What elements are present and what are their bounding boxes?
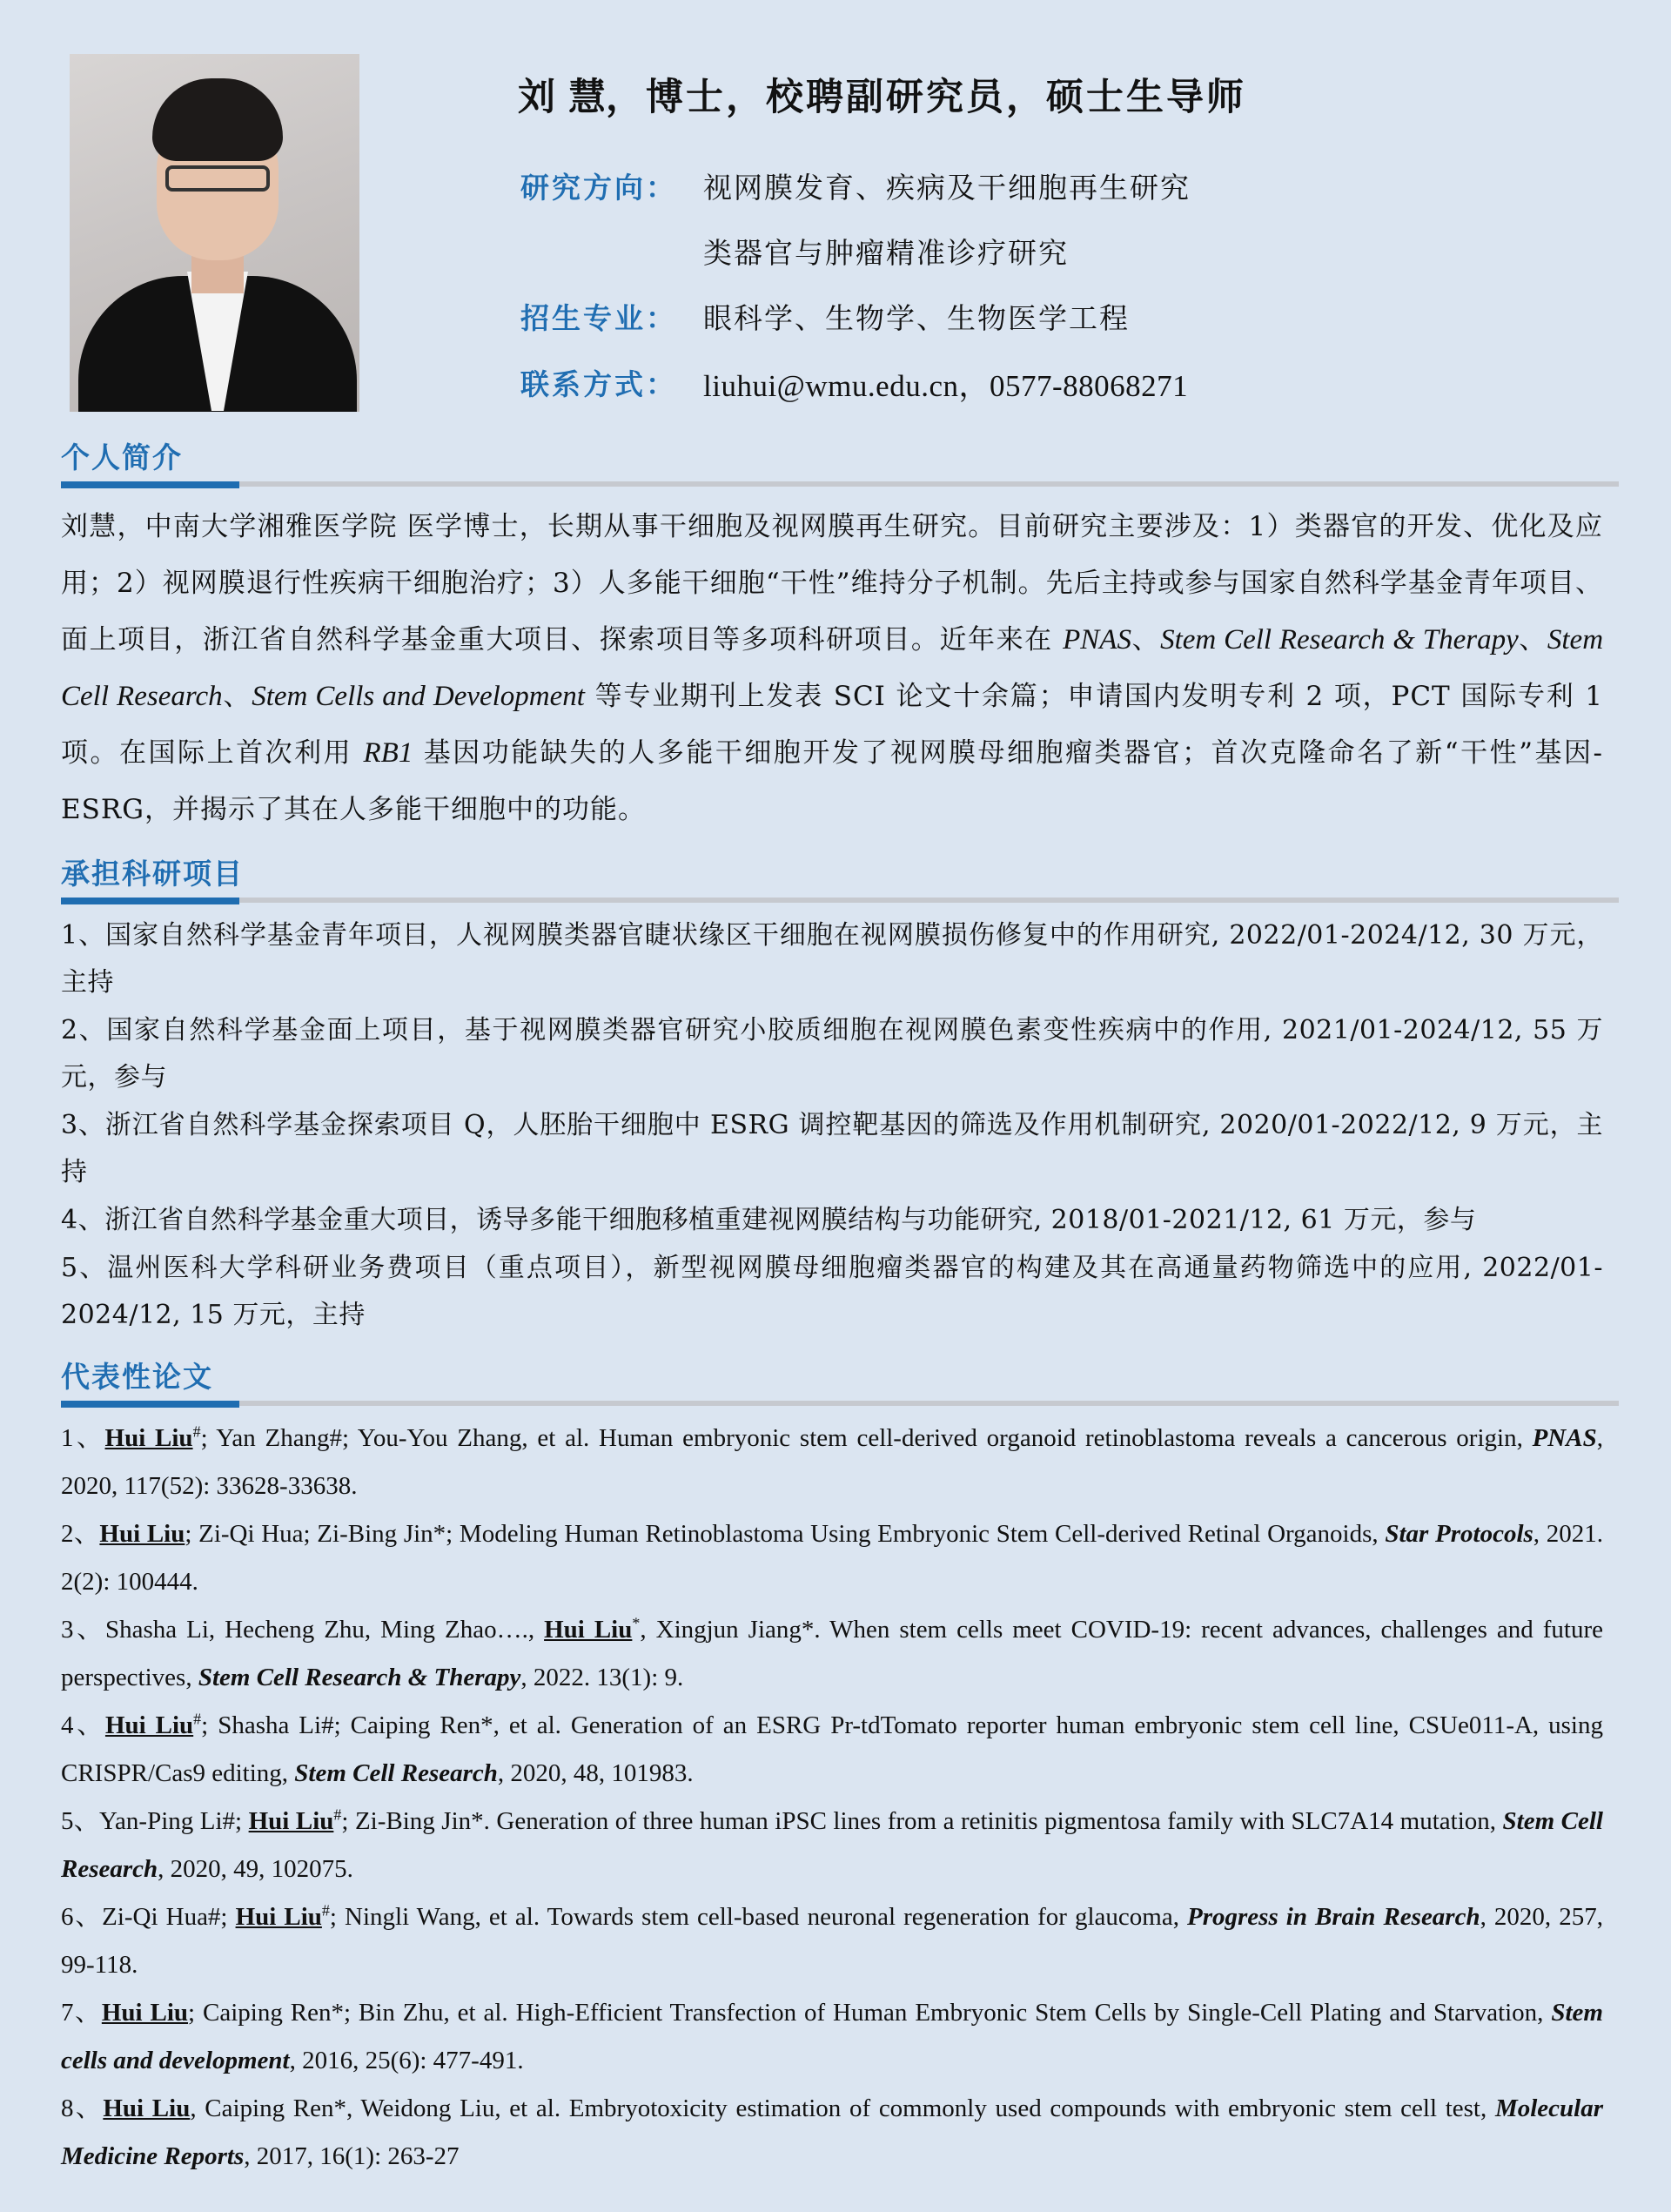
profile-title-rest: ，博士，校聘副研究员，硕士生导师 bbox=[605, 76, 1246, 119]
section-rule-projects bbox=[61, 898, 1619, 903]
bio-text-2: 等专业期刊上发表 SCI 论文十余篇；申请国内发明专利 2 项，PCT 国际专利 1 项。在国际上首次利用 bbox=[61, 681, 1603, 769]
research-label: 研究方向： bbox=[520, 171, 677, 205]
profile-title bbox=[518, 68, 1649, 121]
paper-item: 7、Hui Liu; Caiping Ren*; Bin Zhu, et al. High-Efficient Transfection of Human Embryonic Stem Cells by Single-Cell Plating and Starvation, Stem cells and development, 2016, 25(6): 477-491. bbox=[61, 1999, 1603, 2074]
bio-sep-1: 、 bbox=[1131, 624, 1161, 656]
project-item: 4、浙江省自然科学基金重大项目，诱导多能干细胞移植重建视网膜结构与功能研究, 2018/01-2021/12, 61 万元，参与 bbox=[61, 1205, 1477, 1235]
section-heading-papers: 代表性论文 bbox=[61, 1360, 213, 1394]
bio-paragraph bbox=[61, 499, 1603, 838]
journal-scd: Stem Cells and Development bbox=[252, 681, 585, 712]
major-value: 眼科学、生物学、生物医学工程 bbox=[703, 301, 1130, 335]
journal-scrt: Stem Cell Research & Therapy bbox=[1160, 624, 1519, 656]
paper-item: 1、Hui Liu#; Yan Zhang#; You-You Zhang, et al. Human embryonic stem cell-derived organoid retinoblastoma reveals a cancerous origin, PNAS, 2020, 117(52): 33628-33638. bbox=[61, 1422, 1603, 1500]
paper-item: 3、Shasha Li, Hecheng Zhu, Ming Zhao…., Hui Liu*, Xingjun Jiang*. When stem cells meet COVID-19: recent advances, challenges and future perspectives, Stem Cell Research & Therapy, 2022. 13(1): 9. bbox=[61, 1614, 1603, 1691]
profile-name: 刘 慧 bbox=[518, 76, 606, 119]
section-heading-projects: 承担科研项目 bbox=[61, 857, 244, 891]
major-label: 招生专业： bbox=[520, 301, 677, 335]
contact-value: liuhui@wmu.edu.cn，0577-88068271 bbox=[703, 369, 1189, 403]
paper-item: 8、Hui Liu, Caiping Ren*, Weidong Liu, et al. Embryotoxicity estimation of commonly used compounds with embryonic stem cell test, Molecular Medicine Reports, 2017, 16(1): 263-27 bbox=[61, 2094, 1603, 2170]
section-rule-bio bbox=[61, 481, 1619, 487]
section-heading-bio: 个人简介 bbox=[61, 440, 183, 474]
project-item: 3、浙江省自然科学基金探索项目 Q，人胚胎干细胞中 ESRG 调控靶基因的筛选及作用机制研究, 2020/01-2022/12, 9 万元，主持 bbox=[61, 1110, 1603, 1187]
portrait-photo bbox=[70, 54, 359, 412]
project-item: 2、国家自然科学基金面上项目，基于视网膜类器官研究小胶质细胞在视网膜色素变性疾病中的作用, 2021/01-2024/12, 55 万元，参与 bbox=[61, 1015, 1603, 1093]
research-direction-1: 视网膜发育、疾病及干细胞再生研究 bbox=[703, 171, 1191, 205]
bio-sep-3: 、 bbox=[222, 681, 252, 712]
paper-item: 4、Hui Liu#; Shasha Li#; Caiping Ren*, et al. Generation of an ESRG Pr-tdTomato reporter human embryonic stem cell line, CSUe011-A, using CRISPR/Cas9 editing, Stem Cell Research, 2020, 48, 101983. bbox=[61, 1710, 1603, 1787]
paper-item: 5、Yan-Ping Li#; Hui Liu#; Zi-Bing Jin*. Generation of three human iPSC lines from a retinitis pigmentosa family with SLC7A14 mutation, Stem Cell Research, 2020, 49, 102075. bbox=[61, 1805, 1603, 1883]
research-direction-2: 类器官与肿瘤精准诊疗研究 bbox=[703, 236, 1069, 270]
bio-text-3: 基因功能缺失的人多能干细胞开发了视网膜母细胞瘤类器官；首次克隆命名了新“干性”基因-ESRG，并揭示了其在人多能干细胞中的功能。 bbox=[61, 737, 1603, 825]
paper-item: 2、Hui Liu; Zi-Qi Hua; Zi-Bing Jin*; Modeling Human Retinoblastoma Using Embryonic Stem Cell-derived Retinal Organoids, Star Protocols, 2021. 2(2): 100444. bbox=[61, 1520, 1603, 1596]
profile-header bbox=[518, 52, 1649, 121]
bio-sep-2: 、 bbox=[1518, 624, 1547, 656]
journal-scr: Stem Cell Research bbox=[61, 624, 1604, 712]
project-item: 1、国家自然科学基金青年项目，人视网膜类器官睫状缘区干细胞在视网膜损伤修复中的作用研究, 2022/01-2024/12, 30 万元，主持 bbox=[61, 920, 1603, 998]
section-rule-papers bbox=[61, 1401, 1619, 1406]
journal-pnas: PNAS bbox=[1063, 624, 1131, 656]
project-item: 5、温州医科大学科研业务费项目（重点项目），新型视网膜母细胞瘤类器官的构建及其在高通量药物筛选中的应用, 2022/01-2024/12, 15 万元，主持 bbox=[61, 1253, 1603, 1330]
gene-rb1: RB1 bbox=[363, 737, 413, 769]
paper-item: 6、Zi-Qi Hua#; Hui Liu#; Ningli Wang, et al. Towards stem cell-based neuronal regeneration for glaucoma, Progress in Brain Research, 2020, 257, 99-118. bbox=[61, 1901, 1603, 1979]
contact-label: 联系方式： bbox=[520, 367, 677, 401]
bio-text-1: 刘慧，中南大学湘雅医学院 医学博士，长期从事干细胞及视网膜再生研究。目前研究主要涉及：1）类器官的开发、优化及应用；2）视网膜退行性疾病干细胞治疗；3）人多能干细胞“干性”维持分子机制。先后主持或参与国家自然科学基金青年项目、面上项目，浙江省自然科学基金重大项目、探索项目等多项科研项目。近年来在 bbox=[61, 511, 1603, 656]
